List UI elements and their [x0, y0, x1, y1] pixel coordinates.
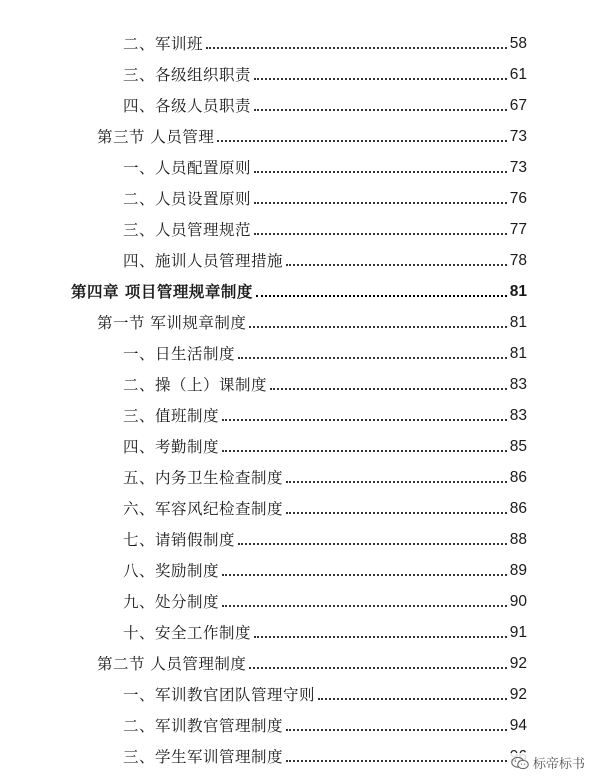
toc-item-entry[interactable] [123, 343, 527, 365]
watermark [509, 753, 587, 772]
toc-entry-page-number: 78 [509, 252, 527, 269]
toc-entry-title: 第四章 项目管理规章制度 [71, 283, 253, 301]
toc-item-entry[interactable] [123, 250, 527, 272]
toc-entry-page-number: 76 [509, 190, 527, 207]
toc-entry-title: 九、处分制度 [123, 593, 220, 611]
toc-item-entry[interactable] [123, 746, 527, 768]
toc-entry-page-number: 94 [509, 717, 527, 734]
dot-leader [206, 47, 507, 49]
toc-entry-page-number: 81 [509, 345, 527, 362]
dot-leader [286, 481, 507, 483]
toc-entry-page-number: 91 [509, 624, 527, 641]
toc-entry-page-number: 88 [509, 531, 527, 548]
toc-entry-title: 三、值班制度 [123, 407, 220, 425]
toc-item-entry[interactable] [123, 622, 527, 644]
toc-item-entry[interactable] [123, 95, 527, 117]
dot-leader [254, 233, 507, 235]
dot-leader [222, 450, 507, 452]
toc-item-entry[interactable] [123, 374, 527, 396]
dot-leader [238, 357, 507, 359]
toc-item-entry[interactable] [123, 219, 527, 241]
toc-entry-page-number: 92 [509, 686, 527, 703]
dot-leader [318, 698, 507, 700]
dot-leader [286, 512, 507, 514]
toc-entry-page-number: 86 [509, 500, 527, 517]
dot-leader [254, 78, 507, 80]
toc-entry-page-number: 73 [509, 128, 527, 145]
dot-leader [270, 388, 507, 390]
toc-section-entry[interactable] [97, 312, 527, 334]
dot-leader [217, 140, 506, 142]
toc-entry-title: 六、军容风纪检查制度 [123, 500, 284, 518]
toc-entry-title: 二、操（上）课制度 [123, 376, 268, 394]
toc-entry-title: 四、考勤制度 [123, 438, 220, 456]
toc-item-entry[interactable] [123, 684, 527, 706]
toc-entry-title: 第二节 人员管理制度 [97, 655, 247, 673]
toc-entry-title: 十、安全工作制度 [123, 624, 252, 642]
dot-leader [254, 109, 507, 111]
toc-entry-title: 三、人员管理规范 [123, 221, 252, 239]
toc-entry-title: 二、军训班 [123, 35, 204, 53]
toc-item-entry[interactable] [123, 64, 527, 86]
toc-entry-title: 四、施训人员管理措施 [123, 252, 284, 270]
dot-leader [222, 605, 507, 607]
toc-entry-title: 二、军训教官管理制度 [123, 717, 284, 735]
toc-entry-title: 第一节 军训规章制度 [97, 314, 247, 332]
toc-entry-title: 三、学生军训管理制度 [123, 748, 284, 766]
toc-section-entry[interactable] [97, 126, 527, 148]
toc-item-entry[interactable] [123, 157, 527, 179]
dot-leader [249, 667, 506, 669]
watermark-text: 标帝标书 [532, 757, 585, 772]
toc-section-entry[interactable] [97, 653, 527, 675]
toc-item-entry[interactable] [123, 529, 527, 551]
dot-leader [286, 264, 507, 266]
toc-item-entry[interactable] [123, 33, 527, 55]
dot-leader [286, 729, 507, 731]
toc-entry-page-number: 83 [509, 407, 527, 424]
toc-entry-title: 第三节 人员管理 [97, 128, 215, 146]
toc-entry-page-number: 58 [509, 35, 527, 52]
toc-entry-title: 一、军训教官团队管理守则 [123, 686, 316, 704]
toc-entry-title: 七、请销假制度 [123, 531, 236, 549]
dot-leader [238, 543, 507, 545]
toc-item-entry[interactable] [123, 498, 527, 520]
dot-leader [222, 574, 507, 576]
dot-leader [254, 636, 507, 638]
toc-entry-title: 八、奖励制度 [123, 562, 220, 580]
toc-entry-page-number: 81 [509, 283, 527, 300]
toc-entry-page-number: 90 [509, 593, 527, 610]
toc-entry-page-number: 86 [509, 469, 527, 486]
dot-leader [222, 419, 507, 421]
toc-item-entry[interactable] [123, 560, 527, 582]
toc-entry-title: 三、各级组织职责 [123, 66, 252, 84]
toc-entry-page-number: 77 [509, 221, 527, 238]
toc-entry-page-number: 89 [509, 562, 527, 579]
toc-entry-page-number: 67 [509, 97, 527, 114]
dot-leader [256, 295, 507, 297]
toc-entry-page-number: 73 [509, 159, 527, 176]
toc-item-entry[interactable] [123, 436, 527, 458]
toc-item-entry[interactable] [123, 715, 527, 737]
toc-entry-page-number: 81 [509, 314, 527, 331]
dot-leader [286, 760, 507, 762]
toc-entry-title: 二、人员设置原则 [123, 190, 252, 208]
toc-entry-title: 一、人员配置原则 [123, 159, 252, 177]
toc-entry-page-number: 61 [509, 66, 527, 83]
toc-entry-page-number: 92 [509, 655, 527, 672]
toc-entry-page-number: 85 [509, 438, 527, 455]
dot-leader [254, 202, 507, 204]
dot-leader [254, 171, 507, 173]
toc-entry-title: 五、内务卫生检查制度 [123, 469, 284, 487]
toc-entry-title: 四、各级人员职责 [123, 97, 252, 115]
toc-entry-title: 一、日生活制度 [123, 345, 236, 363]
toc-item-entry[interactable] [123, 188, 527, 210]
toc-item-entry[interactable] [123, 467, 527, 489]
toc-entry-page-number: 83 [509, 376, 527, 393]
wechat-icon [511, 756, 529, 770]
toc-item-entry[interactable] [123, 591, 527, 613]
dot-leader [249, 326, 506, 328]
toc-chapter-entry[interactable] [71, 281, 527, 303]
toc-item-entry[interactable] [123, 405, 527, 427]
